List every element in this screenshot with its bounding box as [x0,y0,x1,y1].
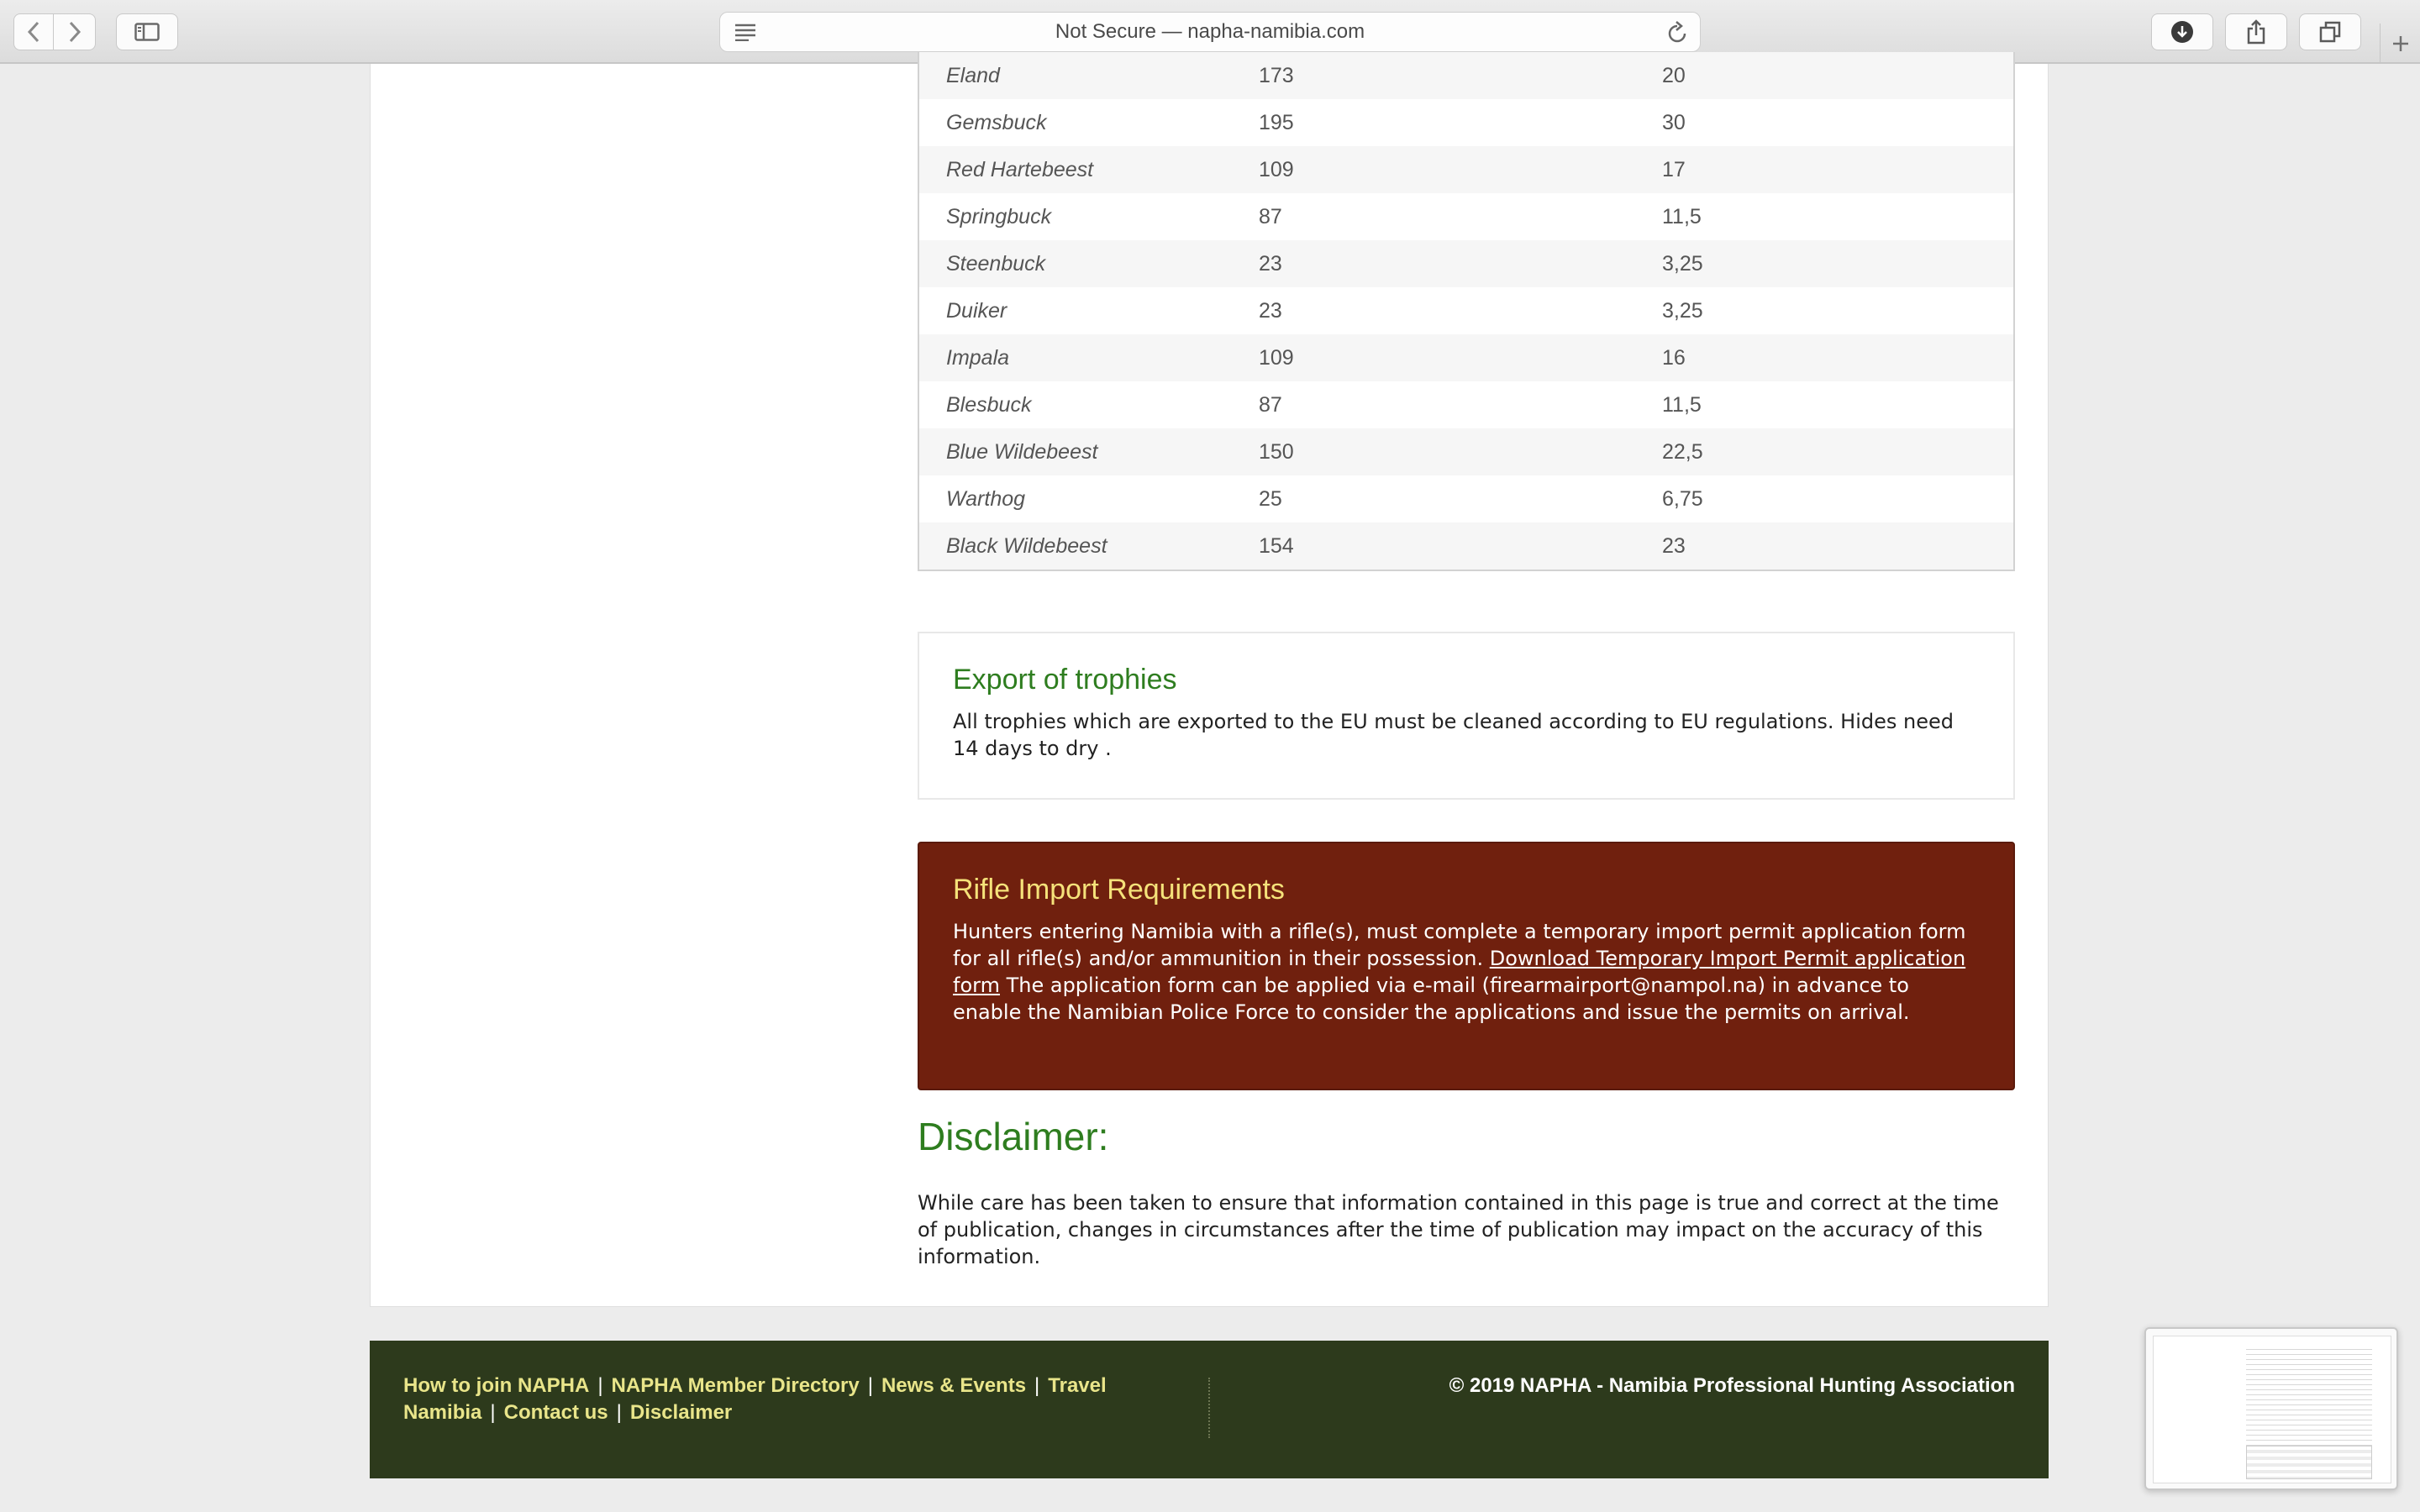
value-cell: 3,25 [1662,298,1703,323]
reload-icon[interactable] [1666,21,1688,50]
address-bar[interactable] [719,12,1701,52]
page-thumbnail[interactable] [2144,1327,2398,1490]
value-cell: 22,5 [1662,439,1703,464]
species-cell: Warthog [946,486,1026,511]
value-cell: 23 [1662,533,1686,558]
footer-separator: | [867,1374,873,1397]
forward-button[interactable] [54,13,96,50]
rifle-text-intro: Hunters entering Namibia with a rifle(s), must complete a temporary import permit application form for all rifle(s) and/or ammunition in their possession. [953,920,1966,970]
species-cell: Blue Wildebeest [946,439,1098,464]
footer-link-join[interactable]: How to join NAPHA [403,1374,590,1397]
chevron-right-icon [68,21,82,43]
footer-separator: | [597,1374,603,1397]
footer-divider [1208,1378,1210,1438]
rifle-title: Rifle Import Requirements [953,874,1285,906]
export-section [918,632,2015,800]
footer-link-travel[interactable]: Travel Namibia [403,1374,1107,1424]
downloads-button[interactable] [2151,13,2213,50]
chevron-left-icon [27,21,40,43]
species-cell: Gemsbuck [946,110,1047,134]
value-cell: 195 [1259,110,1294,134]
species-cell: Eland [946,63,1000,87]
species-cell: Steenbuck [946,251,1046,276]
footer-link-contact[interactable]: Contact us [503,1401,608,1424]
table-row [919,334,2013,381]
footer-separator: | [1034,1374,1040,1397]
value-cell: 3,25 [1662,251,1703,276]
table-row [919,475,2013,522]
sidebar-toggle-button[interactable] [116,13,178,50]
species-cell: Impala [946,345,1010,370]
disclaimer-text: While care has been taken to ensure that information contained in this page is true and correct at the time of publication, changes in circumstances after the time of publication may impact on the accuracy of this information. [918,1191,1999,1268]
address-text: Not Secure — napha-namibia.com [1055,20,1365,43]
footer-link-disclaimer[interactable]: Disclaimer [629,1401,733,1424]
value-cell: 23 [1259,298,1282,323]
species-cell: Black Wildebeest [946,533,1107,558]
export-text: All trophies which are exported to the EU must be cleaned according to EU regulations. Hides need 14 days to dry . [953,710,1954,760]
download-icon [2170,20,2194,44]
export-title: Export of trophies [953,664,1177,696]
table-row [919,193,2013,240]
table-row [919,240,2013,287]
value-cell: 109 [1259,345,1294,370]
species-cell: Red Hartebeest [946,157,1094,181]
value-cell: 20 [1662,63,1686,87]
thumbnail-page [2153,1336,2391,1483]
tabs-icon [2319,21,2341,43]
footer-separator: | [616,1401,622,1424]
value-cell: 109 [1259,157,1294,181]
value-cell: 23 [1259,251,1282,276]
footer-link-news[interactable]: News & Events [881,1374,1027,1397]
footer-link-directory[interactable]: NAPHA Member Directory [611,1374,860,1397]
share-button[interactable] [2225,13,2287,50]
table-row [919,52,2013,99]
value-cell: 87 [1259,204,1282,228]
trophy-table [918,52,2015,571]
share-icon [2246,19,2266,45]
footer-nav [403,1373,1160,1426]
value-cell: 30 [1662,110,1686,134]
value-cell: 87 [1259,392,1282,417]
value-cell: 6,75 [1662,486,1703,511]
footer-separator: | [490,1401,496,1424]
table-row [919,522,2013,570]
new-tab-button[interactable] [2380,24,2420,64]
value-cell: 25 [1259,486,1282,511]
species-cell: Springbuck [946,204,1052,228]
value-cell: 11,5 [1662,204,1702,228]
table-row [919,99,2013,146]
value-cell: 17 [1662,157,1686,181]
value-cell: 150 [1259,439,1294,464]
value-cell: 173 [1259,63,1294,87]
download-permit-link[interactable]: Download Temporary Import Permit application form [953,947,1966,997]
site-footer [370,1341,2049,1478]
table-row [919,287,2013,334]
value-cell: 11,5 [1662,392,1702,417]
rifle-import-section [918,842,2015,1090]
tab-overview-button[interactable] [2299,13,2361,50]
table-row [919,428,2013,475]
sidebar-icon [134,23,160,41]
value-cell: 154 [1259,533,1294,558]
back-button[interactable] [13,13,54,50]
rifle-text [953,918,1980,1026]
species-cell: Duiker [946,298,1007,323]
table-row [919,146,2013,193]
reader-icon[interactable] [734,23,757,47]
disclaimer-title: Disclaimer: [918,1115,1109,1158]
footer-copyright: © 2019 NAPHA - Namibia Professional Hunting Association [1449,1374,2015,1397]
plus-icon [2391,34,2410,53]
table-row [919,381,2013,428]
rifle-text-details: The application form can be applied via e-mail (firearmairport@nampol.na) in advance to enable the Namibian Police Force to consider the applications and issue the permits on arrival. [953,974,1910,1024]
value-cell: 16 [1662,345,1686,370]
thumbnail-table [2246,1446,2372,1479]
species-cell: Blesbuck [946,392,1032,417]
